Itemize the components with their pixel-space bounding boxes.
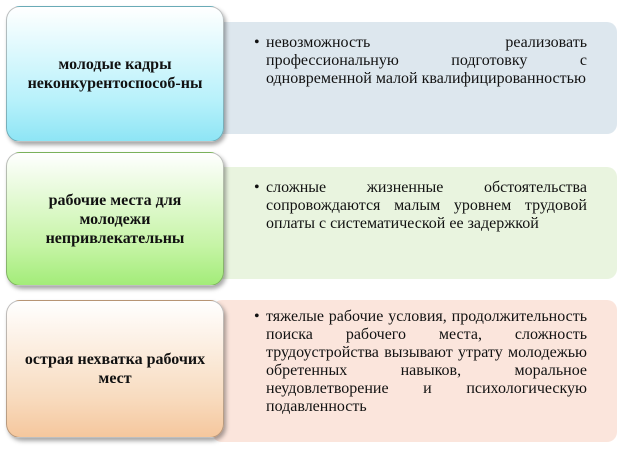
cause-box: рабочие места для молодежи непривлекательны bbox=[6, 152, 224, 286]
bullet-item: • сложные жизненные обстоятельства сопровождаются малым уровнем трудовой оплаты с систематической ее задержкой bbox=[254, 179, 587, 233]
bullet-list bbox=[254, 308, 587, 416]
bullet-item: • тяжелые рабочие условия, продолжительность поиска рабочего места, сложность трудоустройства вызывают утрату молодежью обретенных навыков, моральное неудовлетворение и психологическую подавленность bbox=[254, 308, 587, 416]
row-young-personnel bbox=[0, 4, 617, 140]
row-workplaces bbox=[0, 150, 617, 284]
cause-box: молодые кадры неконкурентоспособ-ны bbox=[6, 6, 224, 142]
description-panel bbox=[212, 22, 617, 134]
row-shortage bbox=[0, 298, 617, 444]
bullet-list bbox=[254, 34, 587, 88]
description-panel bbox=[212, 167, 617, 279]
description-panel bbox=[212, 300, 617, 442]
bullet-list bbox=[254, 179, 587, 233]
bullet-item: • невозможность реализовать профессиональную подготовку с одновременной малой квалифицированностью bbox=[254, 34, 587, 88]
cause-box: острая нехватка рабочих мест bbox=[6, 300, 224, 438]
